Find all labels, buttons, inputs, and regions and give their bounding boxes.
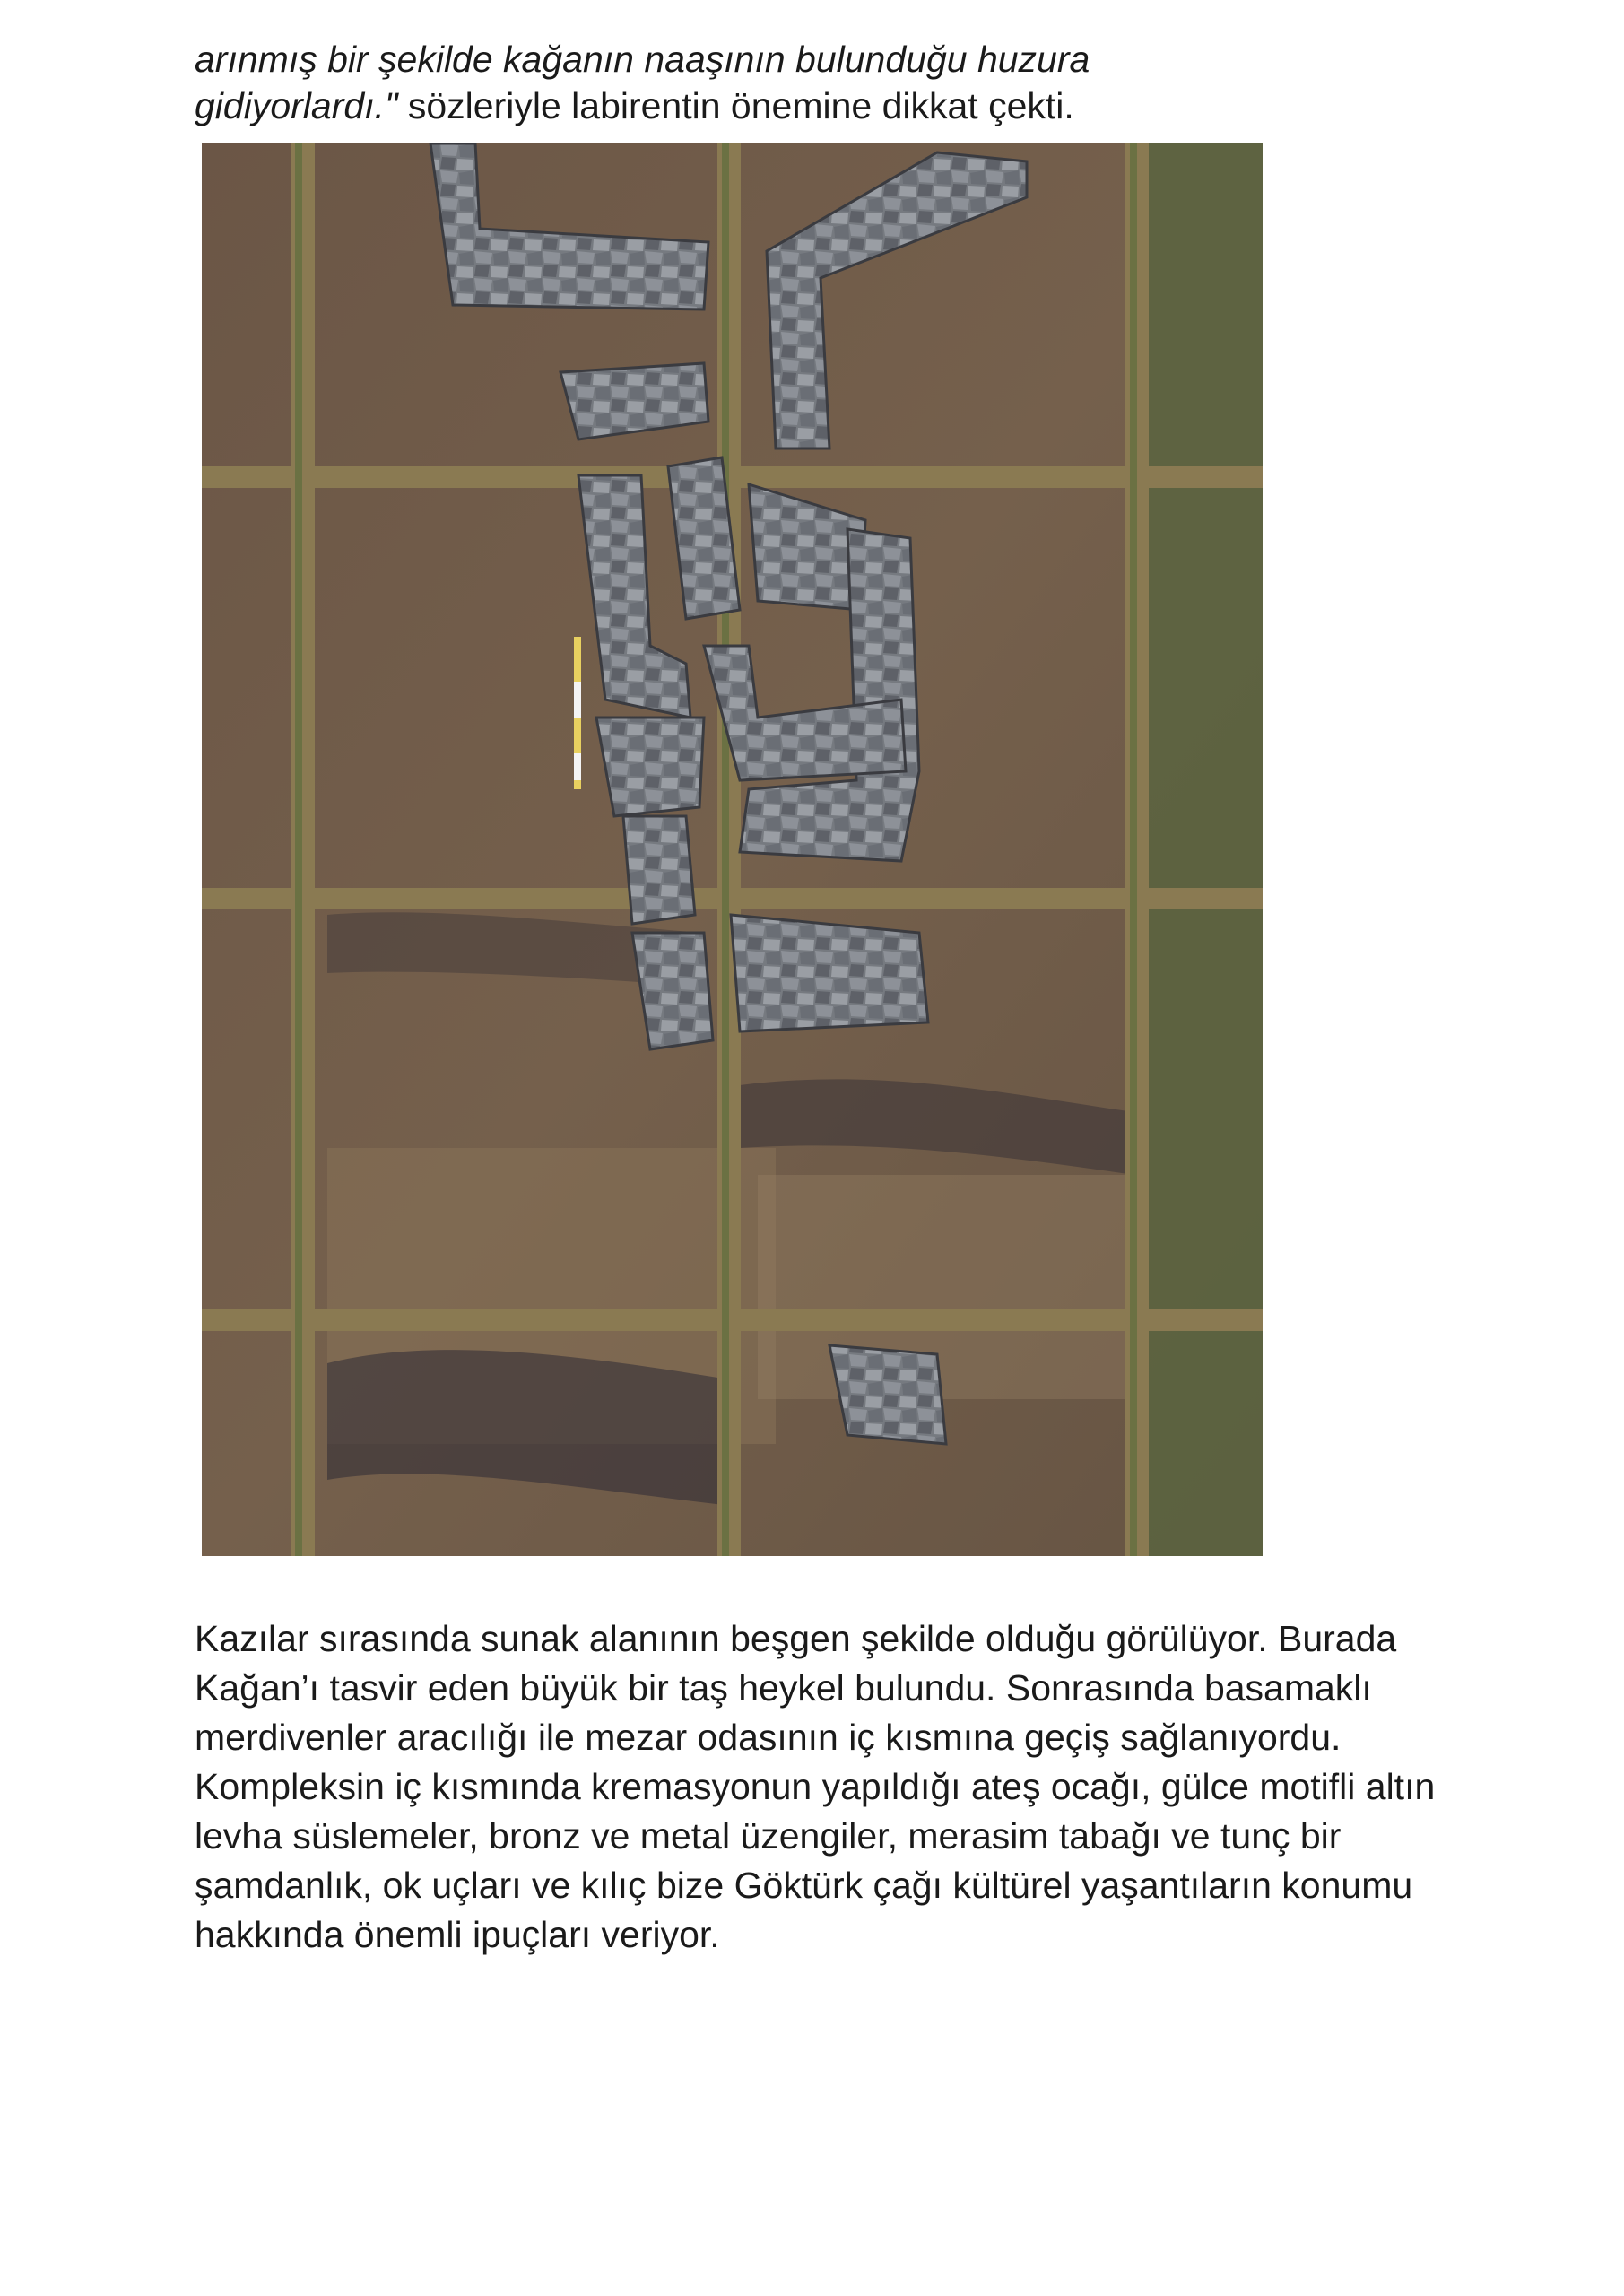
intro-quote-line2: gidiyorlardı." [195,85,398,126]
excavation-photo-illustration [202,144,1263,1556]
excavation-aerial-photo [202,144,1263,1556]
intro-quote-line1: arınmış bir şekilde kağanın naaşının bulunduğu huzura [195,39,1090,80]
body-paragraph: Kazılar sırasında sunak alanının beşgen şekilde olduğu görülüyor. Burada Kağan’ı tasvir eden büyük bir taş heykel bulundu. Sonrasında basamaklı merdivenler aracılığı ile mezar odasının iç kısmına geçiş sağlanıyordu. Kompleksin iç kısmında kremasyonun yapıldığı ateş ocağı, gülce motifli altın levha süslemeler, bronz ve metal üzengiler, merasim tabağı ve tunç bir şamdanlık, ok uçları ve kılıç bize Göktürk çağı kültürel yaşantıların konumu hakkında önemli ipuçları veriyor. [195,1618,1436,1955]
scale-bar [574,637,581,789]
intro-continuation: sözleriyle labirentin önemine dikkat çekti. [397,85,1074,126]
grass-edge [1143,144,1263,1556]
intro-paragraph [195,36,1468,129]
